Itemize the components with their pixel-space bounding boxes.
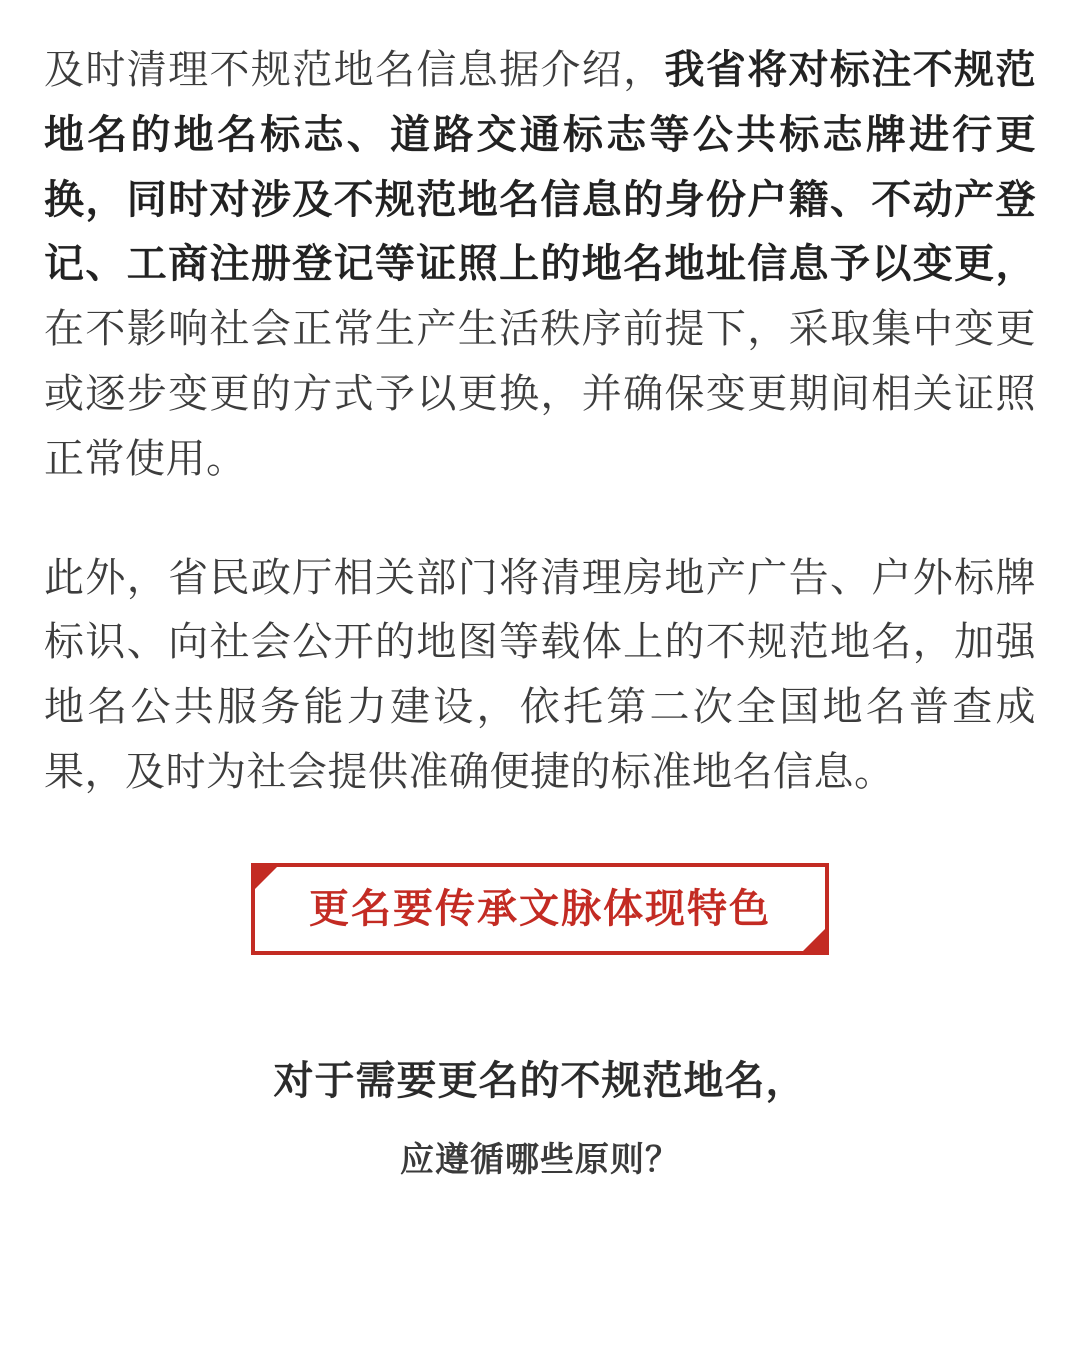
paragraph-one [44,38,1036,492]
paragraph-two: 此外，省民政厅相关部门将清理房地产广告、户外标牌标识、向社会公开的地图等载体上的不规范地名，加强地名公共服务能力建设，依托第二次全国地名普查成果，及时为社会提供准确便捷的标准地名信息。 [44,555,1036,794]
question-line-one: 对于需要更名的不规范地名， [273,1058,807,1103]
paragraph-one-lead: 及时清理不规范地名信息据介绍， [44,48,665,92]
paragraph-spacer [44,492,1036,546]
section-banner-wrapper [44,863,1036,955]
question-line-two: 应遵循哪些原则？ [400,1140,680,1179]
banner-corner-bottom-right-icon [799,925,829,955]
paragraph-one-tail: 在不影响社会正常生产生活秩序前提下，采取集中变更或逐步变更的方式予以更换，并确保变更期间相关证照正常使用。 [44,307,1036,481]
question-block [44,1051,1036,1186]
paragraph-one-emphasis: 我省将对标注不规范地名的地名标志、道路交通标志等公共标志牌进行更换，同时对涉及不规范地名信息的身份户籍、不动产登记、工商注册登记等证照上的地名地址信息予以变更， [44,48,1037,287]
section-banner [251,863,829,955]
banner-corner-top-left-icon [251,863,281,893]
section-banner-label: 更名要传承文脉体现特色 [309,886,771,931]
